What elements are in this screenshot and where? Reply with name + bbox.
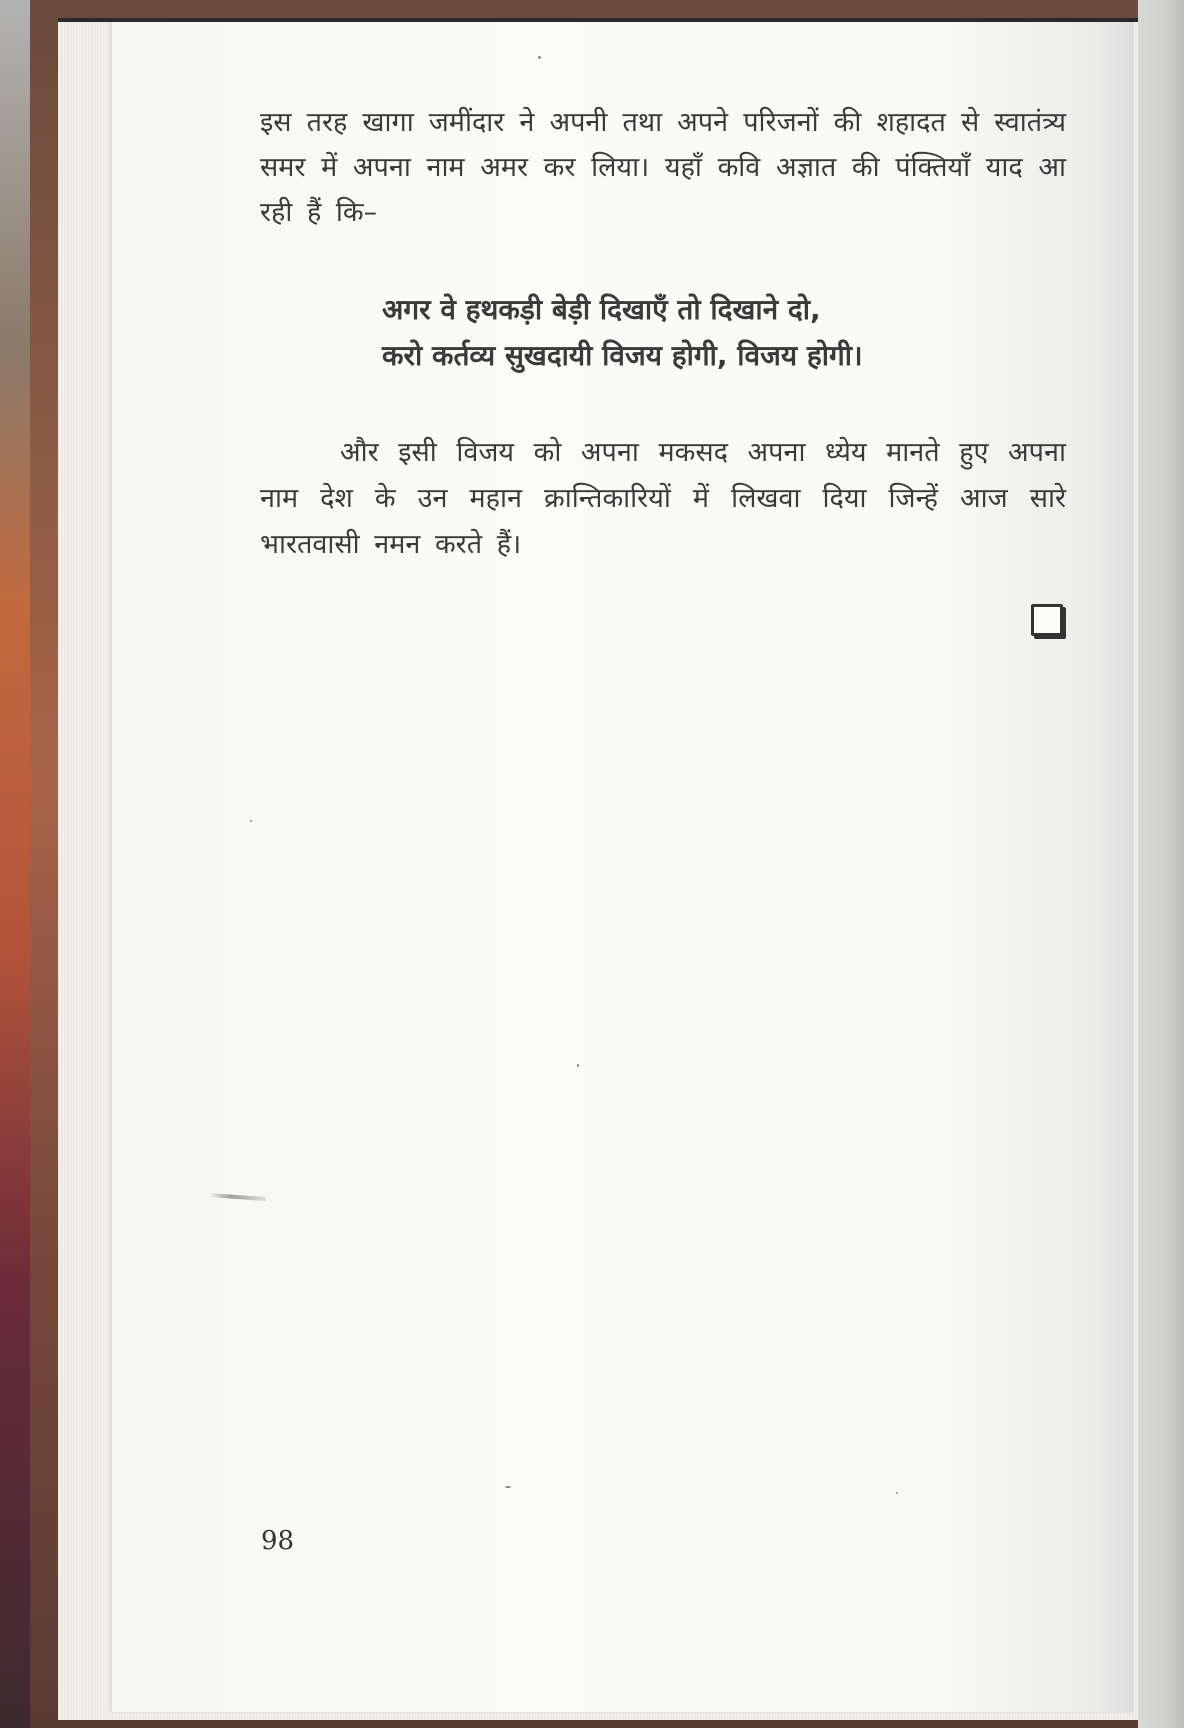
verse-block	[382, 287, 1002, 379]
paper-speck	[505, 1486, 511, 1488]
paper-speck	[538, 56, 541, 59]
paragraph-1: इस तरह खागा जमींदार ने अपनी तथा अपने परिजनों की शहादत से स्वातंत्र्य समर में अपना नाम अमर कर लिया। यहाँ कवि अज्ञात की पंक्तियाँ याद आ रही हैं कि–	[260, 107, 1066, 228]
paper-speck	[250, 820, 252, 822]
paper-speck	[896, 1492, 898, 1494]
page-number: 98	[261, 1526, 295, 1556]
end-of-section-box-icon	[1031, 604, 1063, 636]
paragraph-2: और इसी विजय को अपना मकसद अपना ध्येय मानते हुए अपना नाम देश के उन महान क्रान्तिकारियों में लिखवा दिया जिन्हें आज सारे भारतवासी नमन करते हैं।	[260, 437, 1066, 560]
verse-line-2: करो कर्तव्य सुखदायी विजय होगी, विजय होगी।	[382, 339, 863, 372]
book-page	[112, 22, 1134, 1712]
book-cover-edge	[0, 0, 30, 1728]
scanner-bed-edge	[1138, 0, 1184, 1728]
paper-speck	[577, 1064, 579, 1067]
verse-line-1: अगर वे हथकड़ी बेड़ी दिखाएँ तो दिखाने दो,	[382, 293, 821, 326]
